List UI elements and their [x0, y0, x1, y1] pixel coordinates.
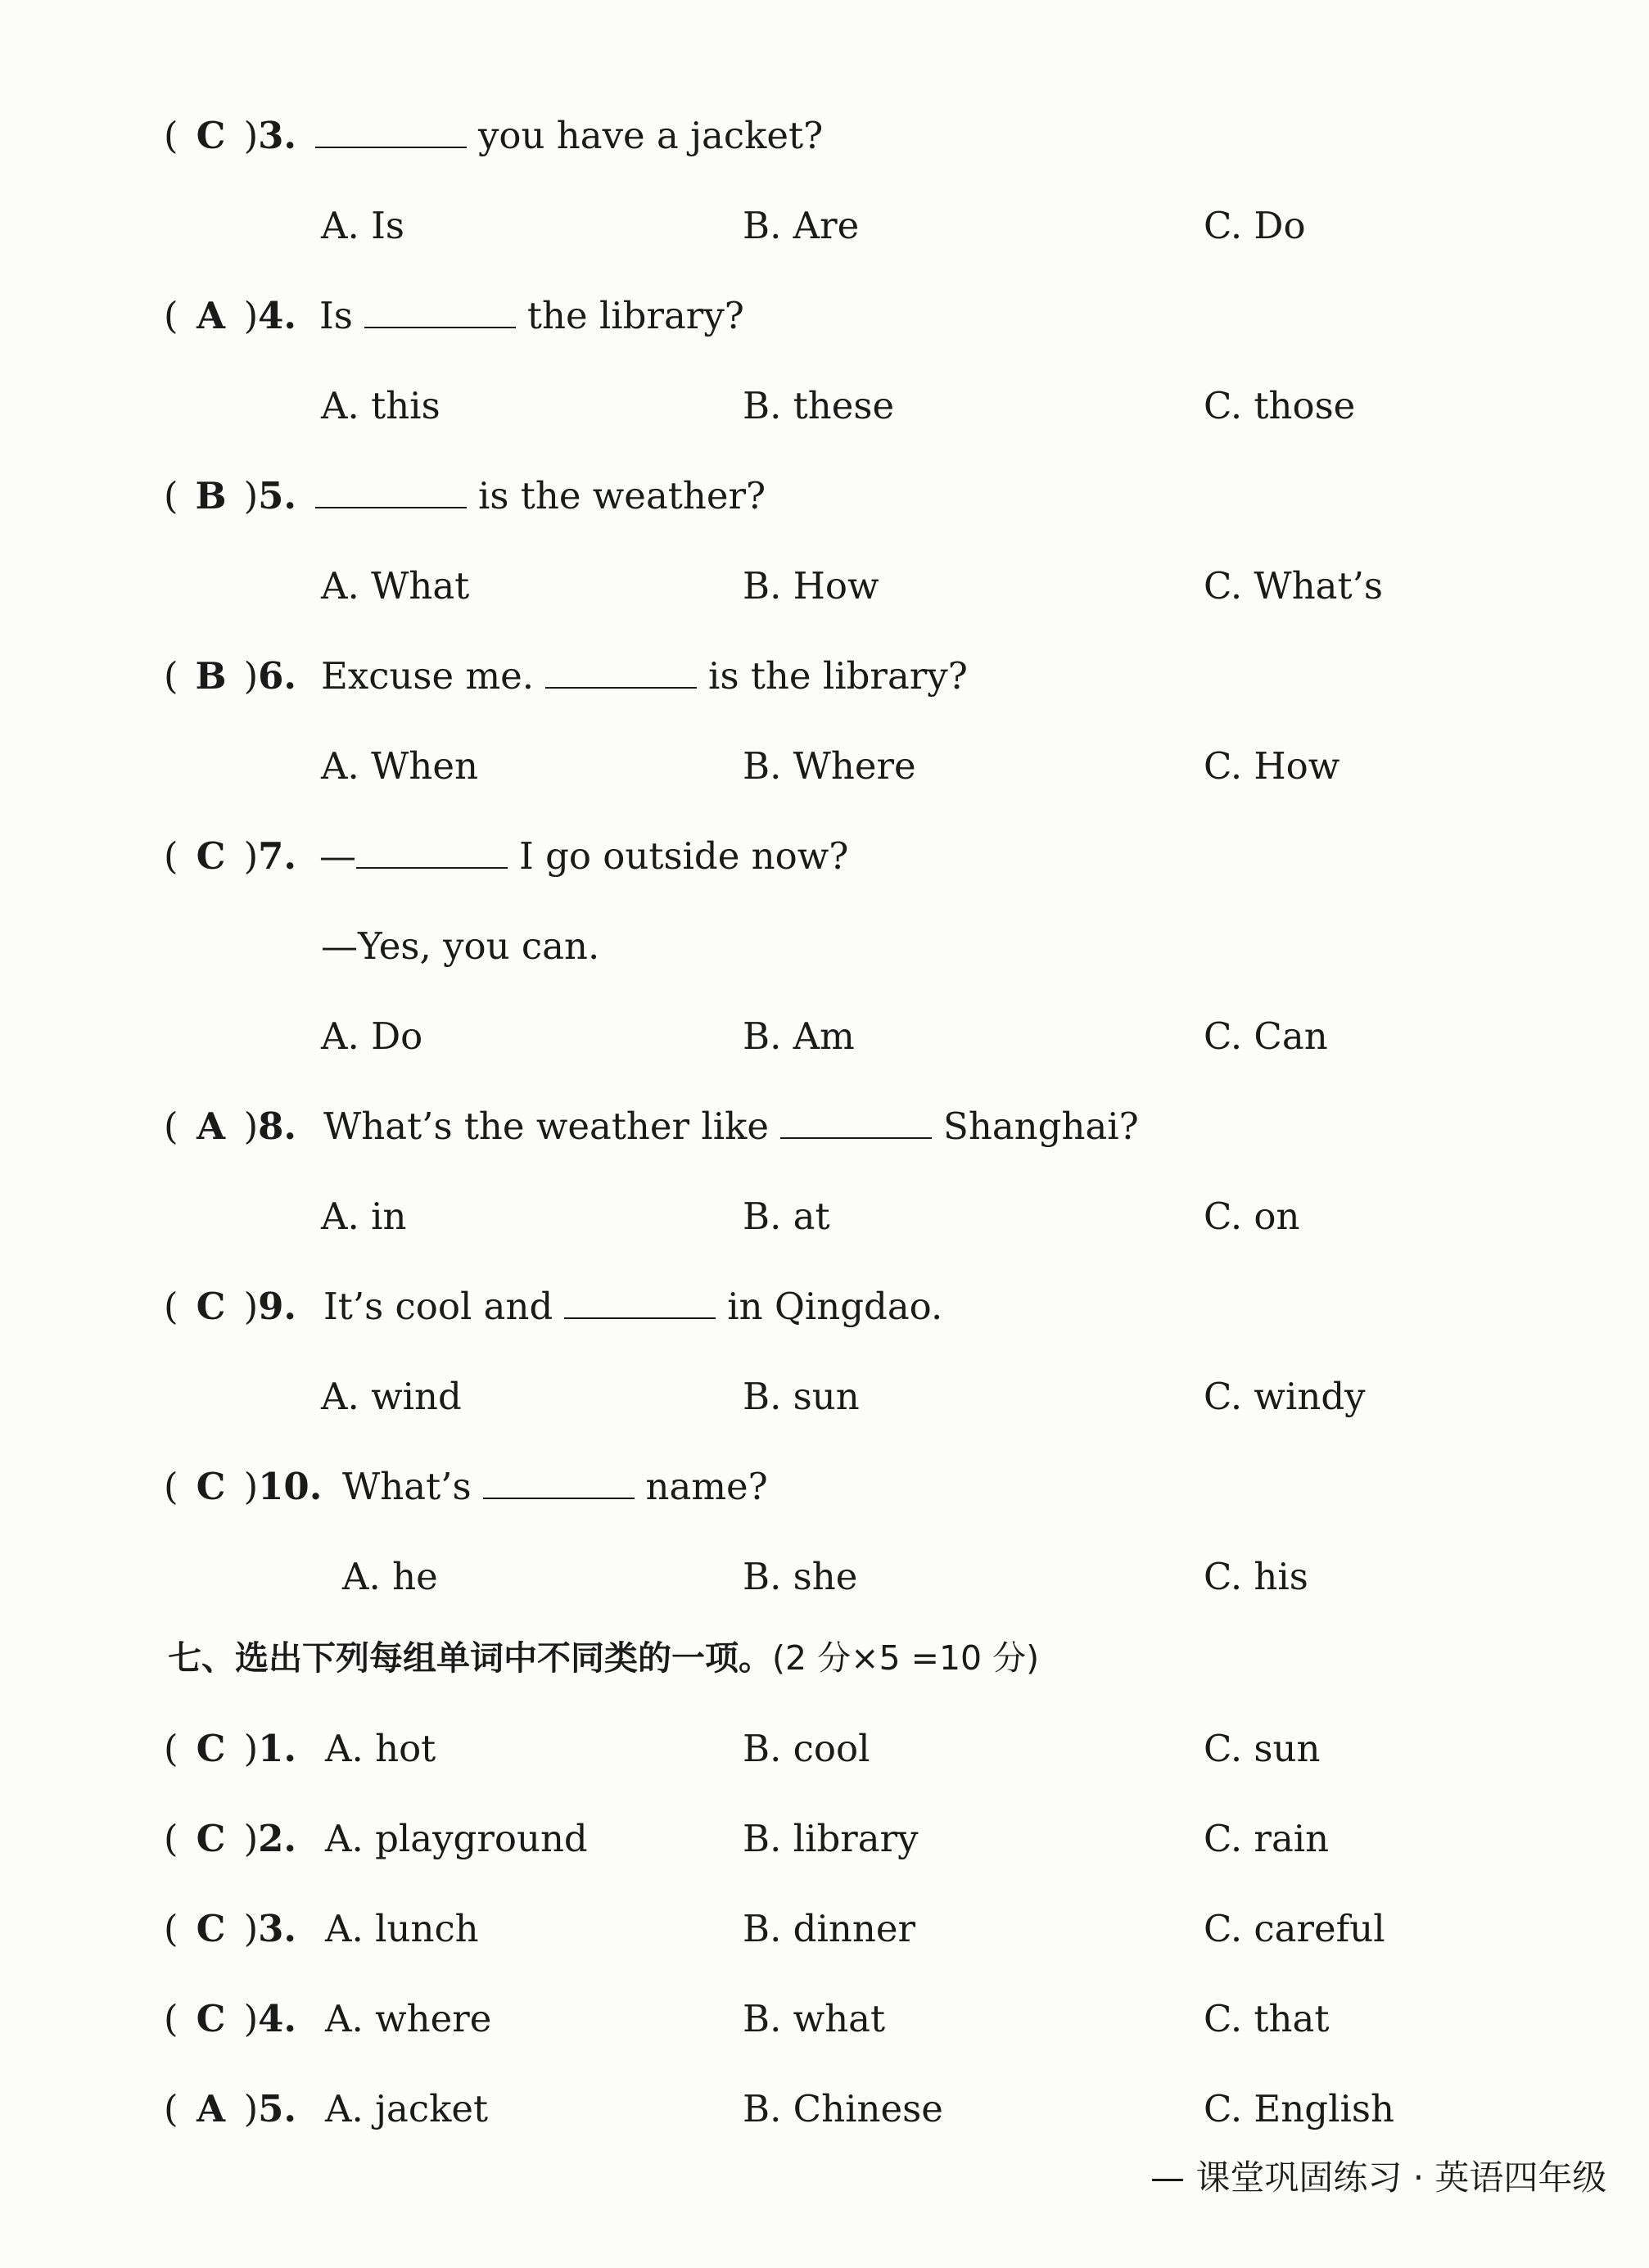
option-c: C. careful [1204, 1907, 1385, 1950]
question-stem: What’s the weather like Shanghai? [323, 1105, 1139, 1148]
option-a: A. where [325, 1997, 492, 2040]
option-a: A. in [321, 1195, 407, 1238]
option-a: A. Do [321, 1014, 423, 1058]
answer-paren: ( B )6. [164, 654, 297, 698]
answer-paren: ( C )9. [164, 1285, 297, 1328]
question-stem: you have a jacket? [315, 103, 823, 169]
option-c: C. windy [1204, 1375, 1366, 1418]
option-c: C. Do [1204, 204, 1306, 247]
option-c: C. Can [1204, 1014, 1328, 1058]
answer-paren: ( A )8. [164, 1105, 297, 1148]
reply-text: —Yes, you can. [321, 924, 600, 968]
answer-blank [483, 1497, 635, 1499]
options-3 [0, 193, 1649, 259]
options-10 [0, 1544, 1649, 1610]
word-group-2 [0, 1806, 1649, 1872]
option-c: C. sun [1204, 1727, 1321, 1770]
option-a: A. When [321, 744, 478, 788]
page-footer: — 课堂巩固练习 · 英语四年级 [1150, 2157, 1607, 2198]
answer-paren: ( C )1. [164, 1727, 297, 1770]
question-9 [0, 1274, 1649, 1340]
option-b: B. library [743, 1817, 919, 1860]
question-8 [0, 1094, 1649, 1159]
question-stem: — I go outside now? [319, 834, 849, 878]
section-7-title: 七、选出下列每组单词中不同类的一项。 [168, 1638, 772, 1678]
answer-paren: ( C )3. [164, 114, 297, 157]
answer-paren: ( A )5. [164, 2087, 297, 2130]
option-c: C. those [1204, 384, 1356, 427]
option-c: C. his [1204, 1555, 1308, 1598]
option-a: A. What [321, 564, 470, 608]
answer-paren: ( C )2. [164, 1817, 297, 1860]
option-b: B. these [743, 384, 895, 427]
option-a: A. this [321, 384, 440, 427]
options-5 [0, 553, 1649, 619]
answer-paren: ( C )3. [164, 1907, 297, 1950]
option-a: A. lunch [325, 1907, 479, 1950]
question-3 [0, 103, 1649, 169]
option-c: C. that [1204, 1997, 1330, 2040]
option-c: C. English [1204, 2087, 1394, 2130]
word-group-5 [0, 2076, 1649, 2142]
answer-blank [315, 506, 467, 508]
question-stem: What’s name? [342, 1465, 768, 1508]
word-group-4 [0, 1986, 1649, 2052]
answer-blank [564, 1317, 716, 1319]
option-b: B. cool [743, 1727, 870, 1770]
option-a: A. he [342, 1555, 438, 1598]
options-9 [0, 1364, 1649, 1430]
word-group-3 [0, 1896, 1649, 1962]
option-a: A. hot [325, 1727, 436, 1770]
answer-paren: ( C )10. [164, 1465, 323, 1508]
option-b: B. she [743, 1555, 858, 1598]
option-b: B. at [743, 1195, 830, 1238]
question-stem: Excuse me. is the library? [321, 654, 968, 698]
question-stem: is the weather? [315, 463, 766, 529]
answer-paren: ( C )4. [164, 1997, 297, 2040]
answer-paren: ( A )4. [164, 294, 297, 337]
option-a: A. playground [325, 1817, 588, 1860]
question-stem: Is the library? [319, 294, 744, 337]
options-7 [0, 1004, 1649, 1069]
question-7-reply [0, 914, 1649, 979]
options-6 [0, 734, 1649, 799]
option-b: B. sun [743, 1375, 860, 1418]
section-7-heading [168, 1625, 1039, 1691]
option-b: B. Chinese [743, 2087, 943, 2130]
option-b: B. what [743, 1997, 886, 2040]
answer-blank [780, 1136, 932, 1139]
question-5 [0, 463, 1649, 529]
option-c: C. How [1204, 744, 1340, 788]
question-6 [0, 644, 1649, 709]
section-7-score: (2 分×5 =10 分) [772, 1638, 1040, 1678]
option-a: A. Is [321, 204, 404, 247]
question-7 [0, 824, 1649, 889]
question-4 [0, 283, 1649, 349]
options-4 [0, 373, 1649, 439]
option-b: B. How [743, 564, 879, 608]
answer-blank [545, 686, 697, 689]
option-b: B. Where [743, 744, 916, 788]
option-b: B. dinner [743, 1907, 915, 1950]
answer-blank [364, 326, 516, 328]
question-stem: It’s cool and in Qingdao. [323, 1285, 943, 1328]
answer-paren: ( B )5. [164, 474, 297, 517]
option-b: B. Are [743, 204, 860, 247]
options-8 [0, 1184, 1649, 1249]
option-b: B. Am [743, 1014, 855, 1058]
option-c: C. rain [1204, 1817, 1330, 1860]
question-10 [0, 1454, 1649, 1520]
answer-blank [315, 146, 467, 148]
answer-paren: ( C )7. [164, 834, 297, 878]
answer-blank [356, 866, 508, 869]
option-c: C. on [1204, 1195, 1300, 1238]
word-group-1 [0, 1716, 1649, 1782]
option-c: C. What’s [1204, 564, 1383, 608]
option-a: A. jacket [325, 2087, 489, 2130]
option-a: A. wind [321, 1375, 462, 1418]
